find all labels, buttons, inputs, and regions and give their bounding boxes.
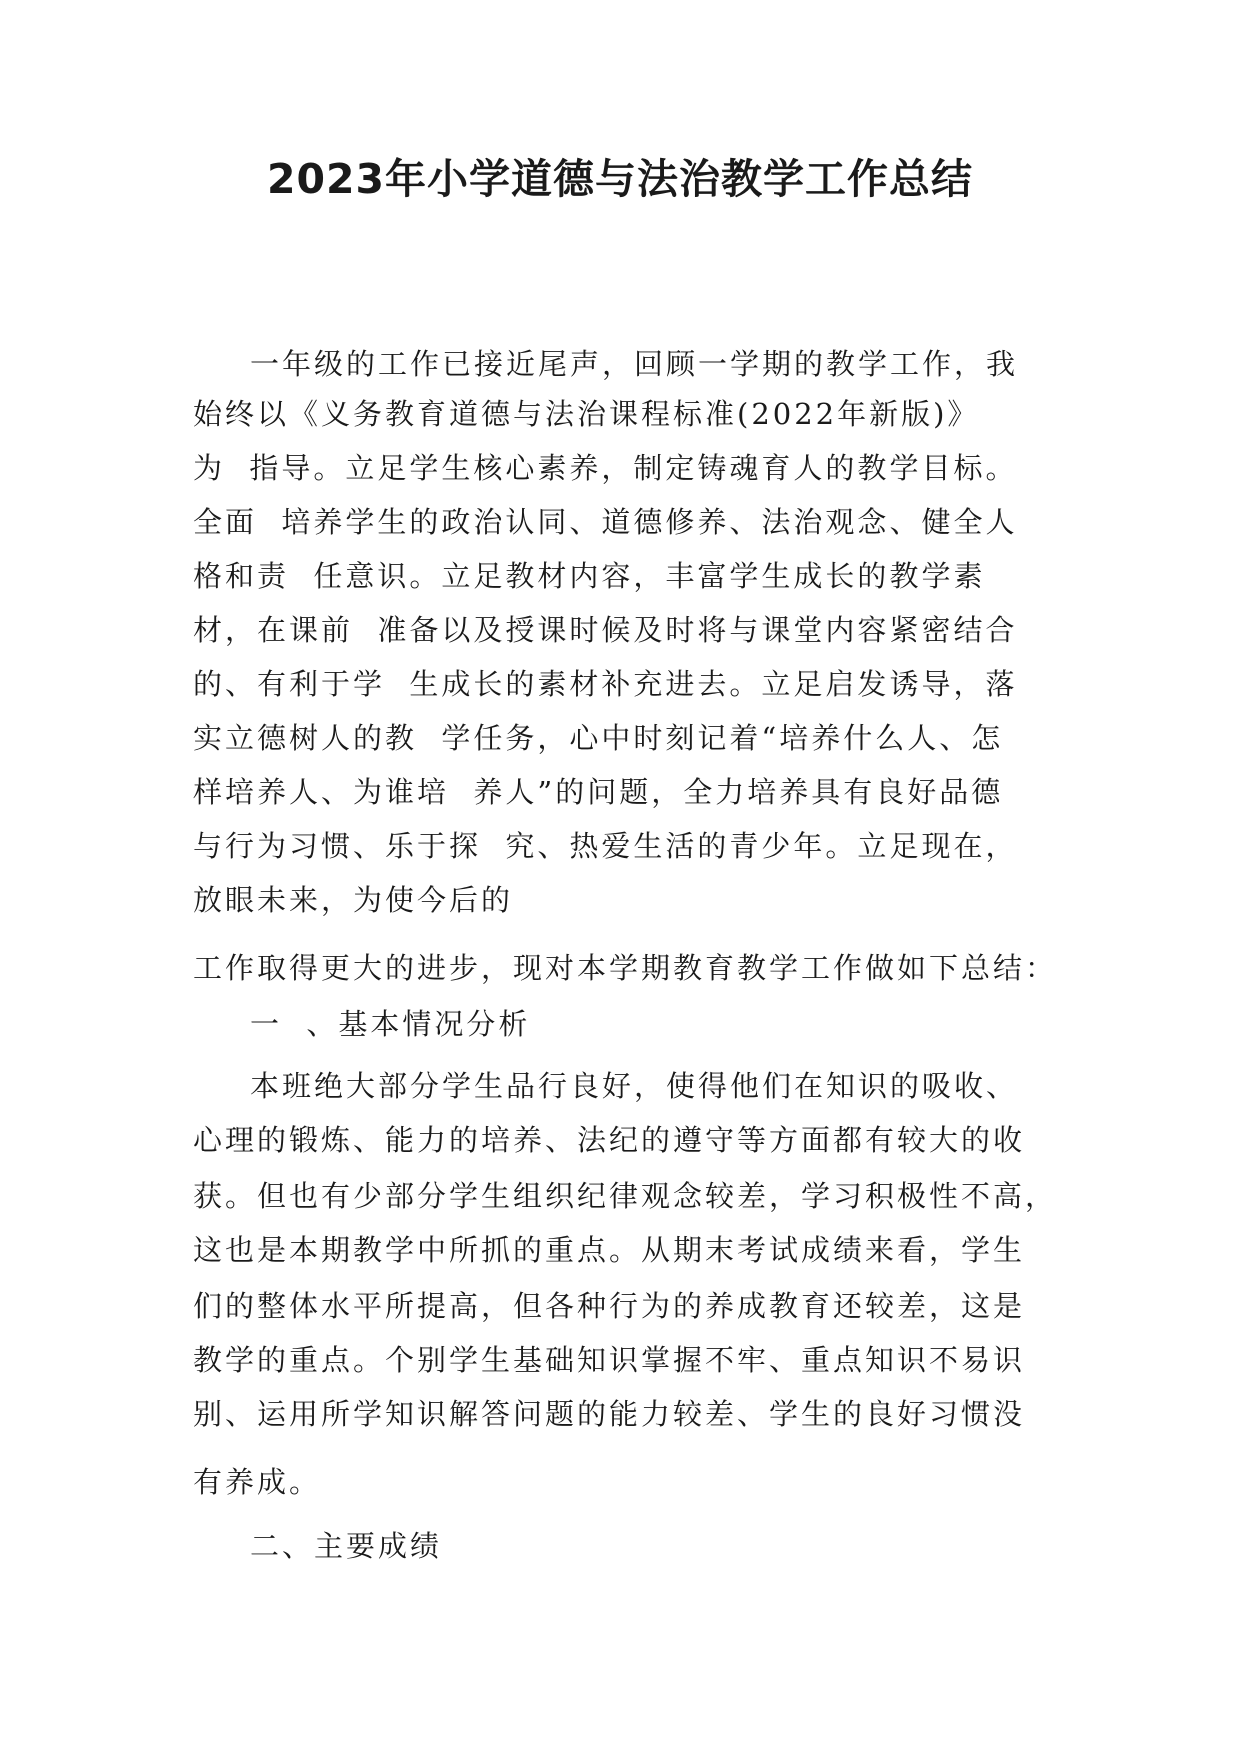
paragraph-line: 始终以《义务教育道德与法治课程标准(2022年新版)》: [193, 397, 980, 431]
paragraph-line: 教学的重点。个别学生基础知识掌握不牢、重点知识不易识: [193, 1343, 1026, 1377]
paragraph-line: 本班绝大部分学生品行良好，使得他们在知识的吸收、: [250, 1069, 1019, 1103]
paragraph-line: 别、运用所学知识解答问题的能力较差、学生的良好习惯没: [193, 1397, 1026, 1431]
paragraph-line: 的、有利于学 生成长的素材补充进去。立足启发诱导，落: [193, 667, 1018, 701]
paragraph-line: 获。但也有少部分学生组织纪律观念较差，学习积极性不高，: [193, 1179, 1058, 1213]
paragraph-line: 们的整体水平所提高，但各种行为的养成教育还较差，这是: [193, 1289, 1026, 1323]
paragraph-line: 放眼未来，为使今后的: [193, 883, 514, 917]
paragraph-line: 一年级的工作已接近尾声，回顾一学期的教学工作，我: [250, 347, 1019, 381]
paragraph-line: 与行为习惯、乐于探 究、热爱生活的青少年。立足现在，: [193, 829, 1018, 863]
paragraph-line: 全面 培养学生的政治认同、道德修养、法治观念、健全人: [193, 505, 1018, 539]
paragraph-line: 这也是本期教学中所抓的重点。从期末考试成绩来看，学生: [193, 1233, 1026, 1267]
paragraph-line: 为 指导。立足学生核心素养，制定铸魂育人的教学目标。: [193, 451, 1018, 485]
paragraph-line: 心理的锻炼、能力的培养、法纪的遵守等方面都有较大的收: [193, 1123, 1026, 1157]
paragraph-line: 格和责 任意识。立足教材内容，丰富学生成长的教学素: [193, 559, 986, 593]
section-heading: 一 、基本情况分析: [250, 1007, 531, 1041]
paragraph-line: 样培养人、为谁培 养人”的问题，全力培养具有良好品德: [193, 775, 1004, 809]
section-heading: 二、主要成绩: [250, 1529, 443, 1563]
paragraph-line: 实立德树人的教 学任务，心中时刻记着“培养什么人、怎: [193, 721, 1004, 755]
paragraph-line: 材，在课前 准备以及授课时候及时将与课堂内容紧密结合: [193, 613, 1018, 647]
paragraph-line: 有养成。: [193, 1465, 322, 1499]
paragraph-continuation: 工作取得更大的进步，现对本学期教育教学工作做如下总结：: [193, 951, 1058, 985]
document-title: 2023年小学道德与法治教学工作总结: [266, 155, 974, 203]
